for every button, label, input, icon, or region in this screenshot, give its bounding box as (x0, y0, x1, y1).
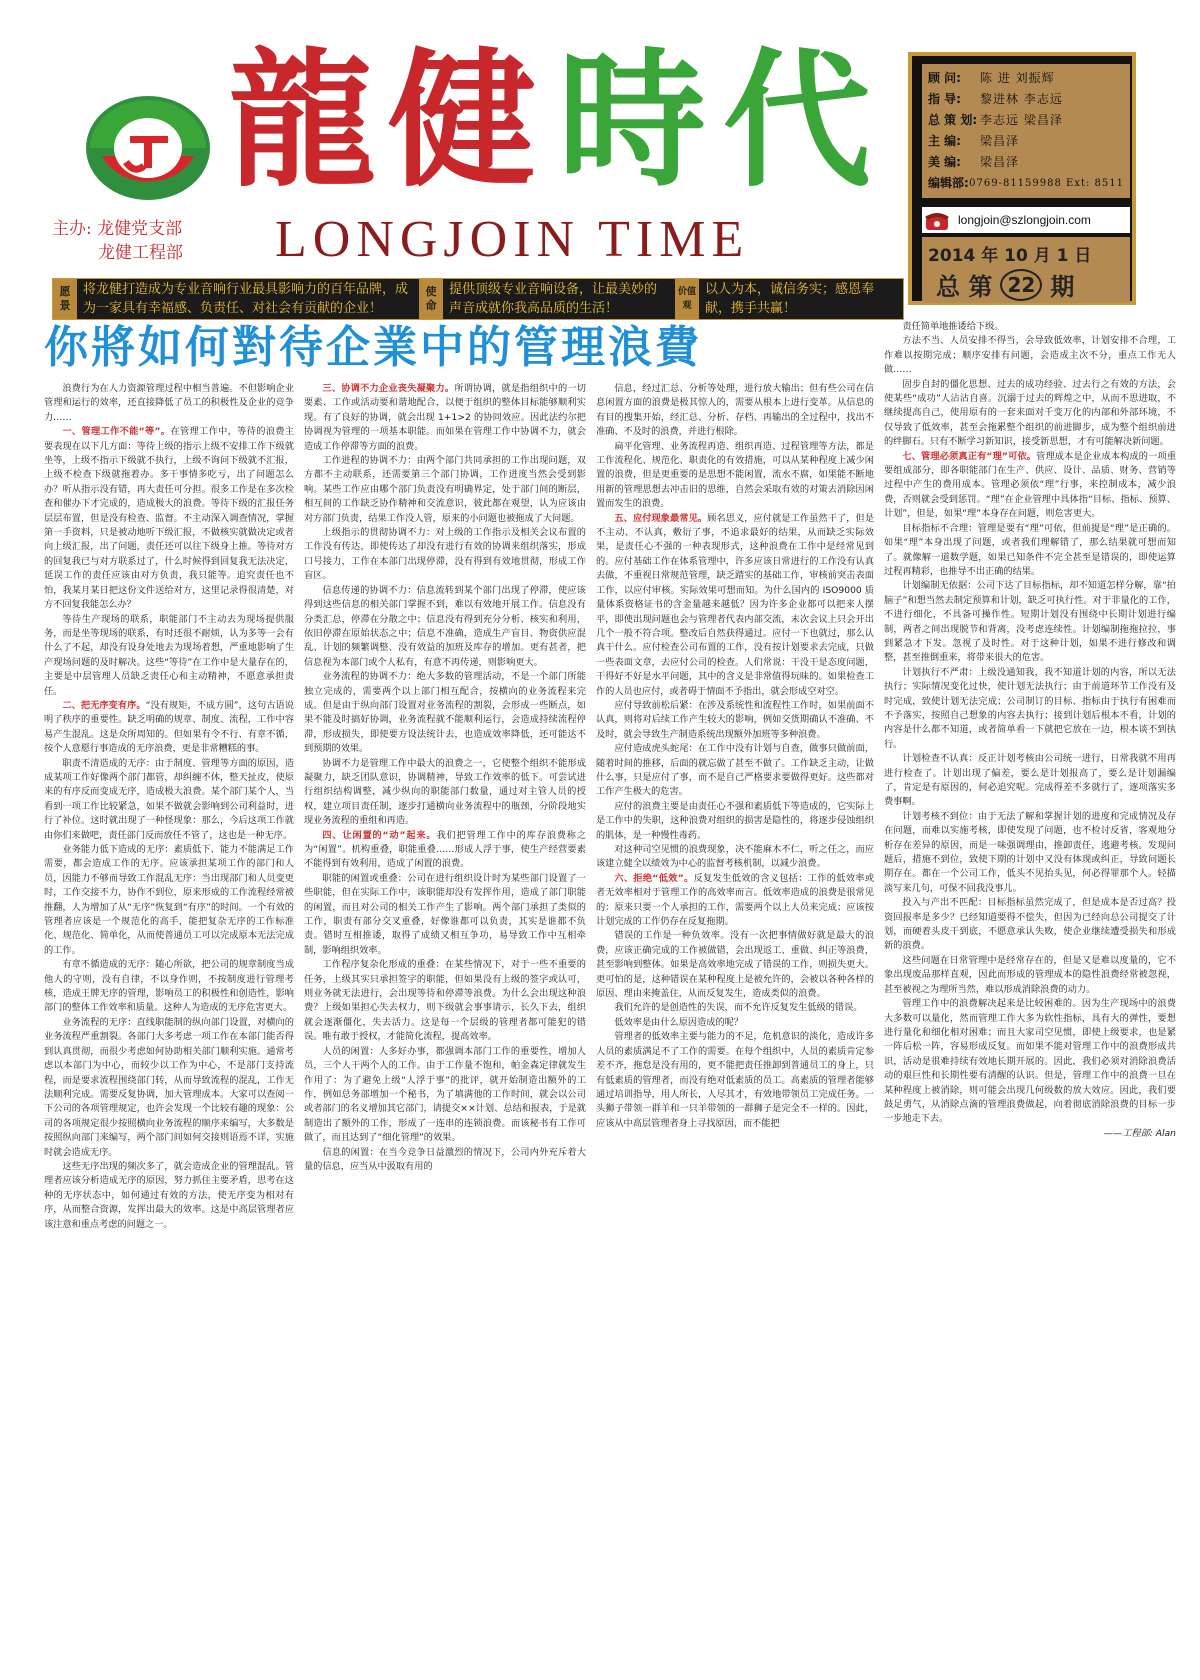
article-column-1 (44, 382, 294, 1668)
masthead-char-jian: 健 (388, 33, 536, 207)
paragraph-text: 计划执行不严肃：上级没通知我，我不知道计划的内容，所以无法执行；实际情况变化过快，使计划无法执行；由于前道环节工作没有及时完成，致使计划无法完成；公司制订的目标、指标由于执行有困难而不予落实，按照自己想象的内容去执行；接到计划后根本不看，计划的内容是什么都不知道，或者简单看一下就把它放在一边，根本谈不到执行。 (884, 666, 1176, 750)
slogan-bar (52, 278, 904, 320)
paragraph-text: 目标指标不合理：管理是要有“理”可依，但前提是“理”是正确的。如果“理”本身出现了问题，或者我们理解错了，那么结果就可想而知了。就像解一道数学题，如果已知条件不完全甚至是错误的，即使运算过程再精彩，也推导不出正确的结果。 (884, 522, 1176, 577)
article-column-3 (596, 382, 874, 1668)
values-text: 以人为本，诚信务实；感恩奉献，携手共赢！ (705, 282, 875, 316)
paragraph-text: 我们允许的是创造性的失误，而不允许反复发生低级的错误。 (614, 1002, 863, 1014)
article-paragraph (304, 829, 586, 872)
article-paragraph (304, 1146, 586, 1175)
staff-role: 总 策 划: (928, 113, 978, 127)
article-paragraph (884, 752, 1176, 810)
paragraph-text: 有章不循造成的无序：随心所欲，把公司的规章制度当成他人的守则，没有自律，不以身作则，不按制度进行管理考核，造成王牌无序的管理，影响员工的积极性和创造性，影响部门的整体工作效率和质量。这种人为造成的无序危害更大。 (44, 959, 294, 1014)
section-heading: 二、把无序变有序。 (62, 699, 146, 711)
section-heading: 四、让闲置的“动”起来。 (322, 829, 437, 841)
mission-tag: 使命 (419, 279, 443, 319)
paragraph-text: 工作进程的协调不力：由两个部门共同承担的工作出现问题，双方都不主动联系，还需要第三个部门协调，工作进度当然会受到影响。某些工作应由哪个部门负责没有明确界定，处于部门间的断层，相互间的工作缺乏协作精神和交流意识，彼此都在观望，认为应该由对方部门负责，结果工作没人管，原来的小问题也被拖成了大问题。 (304, 455, 586, 524)
section-heading: 三、协调不力企业丧失凝聚力。 (322, 383, 455, 394)
staff-names: 李志远 梁昌泽 (980, 113, 1063, 127)
staff-names: 黎进林 李志远 (980, 92, 1063, 106)
paragraph-text: 错误的工作是一种负效率。没有一次把事情做好就是最大的浪费，应该正确完成的工作被做错，会出现返工、重做、纠正等浪费，甚至影响到整体。如果是高效率地完成了错误的工作，则损失更大。更可怕的是，这种错误在某种程度上是被允许的，会被以各种各样的原因、理由来掩盖住，从而反复发生，造成类似的浪费。 (596, 930, 874, 1000)
staff-list (922, 64, 1130, 198)
staff-row (928, 68, 1124, 89)
paragraph-text: 工作程序复杂化形成的重叠：在某些情况下，对于一些不重要的任务，上级其实只承担签字的职能，但如果没有上级的签字或认可，则业务就无法进行，会出现等待和停滞等浪费。为什么会出现这种浪费？上级如果担心失去权力，则下级就会事事请示，长久下去，组织就会逐渐僵化，失去活力。这是每一个层级的管理者都可能犯的错误。唯有敢于授权，才能简化流程，提高效率。 (304, 959, 586, 1043)
paragraph-text: 职能的闲置或重叠：公司在进行组织设计时为某些部门设置了一些职能，但在实际工作中，该职能却没有发挥作用，造成了部门职能的闲置，而且对公司的相关工作产生了影响。两个部门承担了类似的工作，职责有部分交叉重叠，好像谁都可以负责，其实是谁都不负责。错时互相推诿，取得了成绩又相互争功，易导致工作中互相牵制，影响组织效率。 (304, 872, 586, 956)
staff-row (928, 173, 1124, 194)
issue-date: 2014 年 10 月 1 日 (928, 246, 1092, 266)
staff-row (928, 152, 1124, 173)
article-paragraph (304, 872, 586, 958)
paragraph-text: 等待生产现场的联系，职能部门不主动去为现场提供服务，而是坐等现场的联系，有时还很不耐烦，认为多等一会有什么了不起，却没有设身处地去为现场着想，严重地影响了生产现场问题的及时解决。这些“等待”在工作中是大量存在的，主要是中层管理人员缺乏责任心和主动精神，不愿意承担责任。 (44, 613, 294, 697)
paragraph-text: 顾名思义，应付就是工作虽然干了，但是不主动、不认真，敷衍了事，不追求最好的结果，从而缺乏实际效果，是责任心不强的一种表现形式，这种浪费在工作中是经常见到的。应付基础工作在体系管理中，许多应该日常进行的工作没有认真去做，不重视日常规范管理，缺乏踏实的基础工作，审核前突击表面工作，以应付审核。实际效果可想而知。为什么国内的 ISO9000 质量体系资格证书的含金量越来越低？因为许多企业都可以把来人摆平，即使出现问题也会与管理者代表内部交流，末次会议上只会开出几个一般不符合项。整改后自然获得通过。应付一下也就过，那么认真干什么。应付检查公司布置的工作，没有按计划要求去完成，只做一些表面文章，去应付公司的检查。人们常说：干没干是态度问题，干得好不好是水平问题，其中的含义是非常值得玩味的。如果检查工作的人员也应付，或者碍于情面不予指出，就会形成空对空。 (596, 512, 874, 697)
issue-prefix: 总 第 (936, 273, 993, 301)
paragraph-text: 计划考核不到位：由于无法了解和掌握计划的进度和完成情况及存在问题，而难以实施考核，即使发现了问题，也不检讨反省，客观地分析存在差异的原因，而是一味强调理由，推卸责任，逃避考核。发现问题后，措施不到位，致使下期的计划中又没有体现或纠正，导致问题长期存在。都在一个公司工作，低头不见抬头见，何必得罪那个人。轻描淡写来几句，可保不回我没事儿。 (884, 810, 1176, 894)
staff-row (928, 131, 1124, 152)
paragraph-text: 职责不清造成的无序：由于制度、管理等方面的原因，造成某项工作好像两个部门都管，却纠缠不休，整天扯皮，使原来的有序反而变成无序，造成极大浪费。某个部门某个人，当看到一项工作比较紧急，如果不做就会影响到公司利益时，进行了补位。这时就出现了一种怪现象：那么，今后这项工作就由你们来做吧，责任部门反而放任不管了，这也是一种无序。 (44, 757, 294, 841)
telephone-icon (922, 207, 952, 233)
article-headline: 你將如何對待企業中的管理浪費 (44, 322, 702, 373)
issue-box (922, 237, 1130, 303)
article-paragraph (884, 954, 1176, 997)
paragraph-text: 信息的闲置：在当今竞争日益激烈的情况下，公司内外充斥着大量的信息，应当从中汲取有用的 (304, 1146, 586, 1172)
article-paragraph (44, 613, 294, 699)
paragraph-text: 投入与产出不匹配：目标指标虽然完成了，但是成本是否过高？投资回报率是多少？已经知道要得不偿失，但因为已经向总公司提交了计划，而硬着头皮干到底，不愿意承认失败，使企业继续遭受损失和形成新的浪费。 (884, 897, 1176, 952)
paragraph-text: 应付造成虎头蛇尾：在工作中没有计划与自查，做事只做前面，随着时间的推移，后面的就忘做了甚至不做了。工作缺乏主动，让做什么事，只是应付了事，而不是自己严格要求要做得更好。这些都对工作产生极大的危害。 (596, 743, 874, 798)
article-paragraph (304, 454, 586, 526)
paragraph-text: 固步自封的僵化思想、过去的成功经验、过去行之有效的方法，会使某些“成功”人沾沾自喜。沉溺于过去的辉煌之中，从而不思进取，不继续提高自己，使用原有的一套来面对千变万化的内部和外部环境，不仅导致了低效率，甚至会拖累整个组织的前进脚步，成为整个组织前进的绊脚石。只有不断学习新知识，接受新思想，才有可能解决新问题。 (884, 378, 1176, 448)
staff-names: 0769-81159988 Ext: 8511 (969, 178, 1124, 189)
section-heading: 六、拒绝“低效”。 (614, 872, 694, 884)
paragraph-text: 应付的浪费主要是由责任心不强和素质低下等造成的，它实际上是工作中的失职，这种浪费对组织的损害是隐性的，将逐步侵蚀组织的肌体，是一种慢性毒药。 (596, 800, 874, 841)
email-row (922, 207, 1130, 233)
section-heading: 一、管理工作不能“等”。 (62, 426, 171, 438)
paragraph-text: 方法不当、人员安排不得当，会导致低效率，计划安排不合理，工作难以按期完成；顺序安排有问题，会造成主次不分，重点工作无人做…… (884, 335, 1176, 376)
staff-names: 梁昌泽 (980, 134, 1020, 148)
paragraph-text: 责任简单地推诿给下级。 (902, 321, 1004, 332)
vision-tag: 愿景 (53, 279, 77, 319)
article-paragraph (44, 843, 294, 958)
article-paragraph (304, 958, 586, 1044)
paragraph-text: 协调不力是管理工作中最大的浪费之一，它使整个组织不能形成凝聚力，缺乏团队意识，协调精神，导致工作效率的低下。可尝试进行组织结构调整，减少纵向的职能部门数量，通过对主管人员的授权，建立项目责任制，逐步打通横向业务流程中的瓶颈，分阶段地实现业务流程的重组和再造。 (304, 757, 586, 827)
article-byline: ——工程部: Alan (1103, 1127, 1176, 1139)
paragraph-text: 浪费行为在人力资源管理过程中相当普遍。不但影响企业管理和运行的效率，还直接降低了员工的积极性及企业的竞争力…… (44, 383, 294, 423)
staff-names: 梁昌泽 (980, 155, 1020, 169)
article-paragraph (884, 378, 1176, 450)
sponsor-block (52, 217, 183, 265)
paragraph-text: 业务能力低下造成的无序：素质低下、能力不能满足工作需要，都会造成工作的无序。应该承担某项工作的部门和人员，因能力不够而导致工作混乱无序：当出现部门和人员变更时，工作交接不力，协作不到位，原来形成的工作流程经常被推翻，人为增加了从“无序”恢复到“有序”的时间。一个有效的管理者应该是一个规范化的高手，能把复杂无序的工作标准化、规范化、简单化，从而使普通员工可以完成原本无法完成的工作。 (44, 844, 294, 956)
masthead-char-shi: 時 (558, 33, 706, 207)
article-paragraph (44, 1016, 294, 1160)
article-paragraph (884, 450, 1176, 522)
staff-role: 顾 问: (928, 71, 961, 85)
article-paragraph (44, 757, 294, 843)
article-paragraph (596, 1016, 874, 1030)
values-tag: 价值观 (675, 279, 699, 319)
article-paragraph (884, 320, 1176, 334)
article-paragraph (884, 666, 1176, 752)
article-paragraph (596, 872, 874, 930)
article-paragraph (596, 1001, 874, 1015)
paragraph-text: 业务流程的无序：直线职能制的纵向部门设置，对横向的业务流程严重割裂。各部门大多考虑一项工作在本部门能否得到认真贯彻，而很少考虑如何协助相关部门顺利实施。通常考虑以本部门为中心，而较少以工作为中心，不是部门支持流程，而是要求流程围绕部门转，从而导致流程的混乱，工作无法顺利完成。需要反复协调，加大管理成本。大家可以查阅一下公司的各项管理规定，也许会发现一个比较有趣的现象：公司的各项规定很少按照横向业务流程的顺序来编写，大多数是按照纵向部门来编写，两个部门间如何交接则语焉不详，实施时就会造成无序。 (44, 1016, 294, 1158)
paragraph-text: 所谓协调，就是指组织中的一切要素、工作或活动要和谐地配合，以便于组织的整体目标能够顺利实现。有了良好的协调，就会出现 1+1>2 的协同效应。因此法约尔把协调视为管理的一项基本职能。而如果在管理工作中协调不力，就会造成工作停滞等方面的浪费。 (304, 383, 586, 452)
article-paragraph (44, 425, 294, 612)
staff-row (928, 110, 1124, 131)
paragraph-text: 计划检查不认真：反正计划考核由公司统一进行，日常我就不用再进行检查了。计划出现了偏差，要么是计划报高了，要么是计划漏编了，肯定是有原因的，何必追究呢。完成得差不多就行了，逐项落实多费事啊。 (884, 753, 1176, 808)
staff-row (928, 89, 1124, 110)
paragraph-text: 这些无序出现的频次多了，就会造成企业的管理混乱。管理者应该分析造成无序的原因，努力抓住主要矛盾，思考在这种的无序状态中，如何通过有效的方法，使无序变为相对有序，从而整合资源，发挥出最大的效率。这是中高层管理者应该注意和重点考虑的问题之一。 (44, 1160, 294, 1230)
staff-role: 指 导: (928, 92, 961, 106)
article-paragraph (596, 382, 874, 440)
editorial-info-box (908, 52, 1136, 305)
paragraph-text: 我们把管理工作中的库存浪费称之为“闲置”。机构重叠，职能重叠……形成人浮于事，使生产经营要素不能得到有效利用，造成了闲置的浪费。 (304, 829, 586, 870)
masthead-title-english: LONGJOIN TIME (275, 211, 750, 268)
masthead-char-dai: 代 (723, 33, 871, 207)
paragraph-text: 反复发生低效的含义包括：工作的低效率或者无效率相对于管理工作的高效率而言。低效率造成的浪费是很常见的：原来只要一个人承担的工作，需要两个以上人员来完成；应该按计划完成的工作仍存在反复拖期。 (596, 872, 874, 928)
article-paragraph (884, 896, 1176, 954)
paragraph-text: 信息传递的协调不力：信息流转到某个部门出现了停滞，使应该得到这些信息的相关部门掌握不到，难以有效地开展工作。信息没有分类汇总，停滞在分散之中；信息没有得到充分分析、核实和利用，依旧停滞在原始状态之中；信息不准确，造成生产盲目、物资供应混乱、计划的频繁调整、没有效益的加班及库存的增加。更有甚者，把信息视为本部门或个人私有，有意不再传递，则影响更大。 (304, 584, 586, 668)
paragraph-text: 扁平化管理、业务流程再造、组织再造、过程管理等方法，都是工作流程化、规范化、职责化的有效措施，可以从某种程度上减少闲置的浪费，但是更重要的是思想不能闲置，流水不腐，如果能不断地用新的管理思想去冲击旧的思维，自然会采取有效的对策去消除因闲置而发生的浪费。 (596, 440, 874, 510)
article-paragraph (44, 1160, 294, 1232)
vision-text: 将龙健打造成为专业音响行业最具影响力的百年品牌，成为一家具有幸福感、负责任、对社会有贡献的企业！ (83, 282, 409, 316)
article-paragraph (304, 584, 586, 670)
article-paragraph (884, 810, 1176, 896)
issue-number-line (936, 267, 1074, 302)
article-paragraph (596, 800, 874, 843)
article-column-4 (884, 320, 1176, 1668)
paragraph-text: “没有规矩，不成方圆”，这句古语说明了秩序的重要性。缺乏明确的规章、制度、流程，工作中容易产生混乱。这是众所周知的。但如果有令不行、有章不循，按个人意愿行事造成的无序浪费，更是非常糟糕的事。 (44, 699, 294, 755)
paragraph-text: 计划编制无依据：公司下达了目标指标，却不知道怎样分解，靠“拍脑子”和想当然去制定预算和计划，缺乏可执行性。对于非量化的工作，不进行细化，不具备可操作性。短期计划没有围绕中长期计划进行编制，两者之间出现脱节和背离，没考虑连续性。计划编制拖拖拉拉，事到紧急才下发。忽视了及时性。对于这种计划，如果不进行修改和调整，甚至推倒重来，将带来很大的危害。 (884, 580, 1176, 664)
article-paragraph (304, 382, 586, 454)
article-paragraph (304, 526, 586, 584)
article-paragraph (304, 1045, 586, 1146)
article-paragraph (304, 757, 586, 829)
article-paragraph (596, 512, 874, 699)
paragraph-text: 管理成本是企业成本构成的一项重要组成部分，即各职能部门在生产、供应、设计、品质、财务、营销等过程中产生的费用成本。管理必须依“理”行事，来控制成本，减少浪费，否则就会受到惩罚。“理”在企业管理中具体指“目标、指标、预算、计划”，但是，如果“理”本身存在问题，则危害更大。 (884, 450, 1176, 520)
paragraph-text: 在管理工作中，等待的浪费主要表现在以下几方面：等待上级的指示上级不安排工作下级就坐等，上级不指示下级就不执行，上级不询问下级就不汇报，上级不检查下级就拖着办。多干事情多吃亏，出了问题怎么办？听从指示没有错，再大责任可分担。很多工作是在多次检查和催办下才完成的，造成极大的浪费。等待下级的汇报任务层层布置，但是没有检查、监督。不主动深入调查情况，掌握第一手资料，只是被动地听下级汇报，不做核实就做决定或者向上级汇报，出了问题，责任还可以往下级身上推。等待对方的回复我已与对方联系过了，什么时候得到回复我无法决定，延误工作的责任应该由对方负责，我只能等。追究责任也不怕，我某月某日把这份文件送给对方，这里记录得很清楚，对方不回复我能怎么办？ (44, 426, 294, 611)
article-paragraph (44, 382, 294, 425)
article-column-2 (304, 382, 586, 1668)
article-paragraph (596, 843, 874, 872)
paragraph-text: 人员的闲置：人多好办事，都强调本部门工作的重要性，增加人员，三个人干两个人的工作。由于工作量不饱和，帕金森定律就发生作用了：为了避免上级“人浮于事”的批评，就开始制造出额外的工作，例如总务部增加一个秘书，为了填满他的工作时间，就会以公司或者部门的名义增加其它部门，请提交××计划、总结和报表，于是就制造出了额外的工作，形成了一连串的连锁浪费。而该秘书有工作可做了，而且达到了“细化管理”的效果。 (304, 1045, 586, 1144)
paragraph-text: 上级指示的贯彻协调不力：对上级的工作指示及相关会议布置的工作没有传达，即使传达了却没有进行有效的协调来组织落实，形成口号接力，工作在本部门出现停滞，没有得到有效地贯彻，形成工作盲区。 (304, 527, 586, 582)
staff-role: 编辑部: (928, 176, 969, 190)
section-heading: 五、应付现象最常见。 (614, 512, 708, 524)
article-paragraph (884, 334, 1176, 377)
article-paragraph (884, 522, 1176, 580)
article-paragraph (596, 1030, 874, 1131)
paragraph-text: 应付导致前松后紧：在涉及系统性和流程性工作时，如果前面不认真，则将对后续工作产生较大的影响，例如交货期确认不准确、不及时，就会导致生产制造系统出现额外加班等多种浪费。 (596, 699, 874, 740)
issue-number: 22 (1000, 269, 1042, 301)
article-paragraph (596, 742, 874, 800)
longjoin-logo-icon (82, 92, 214, 204)
paragraph-text: 对这种司空见惯的浪费现象，决不能麻木不仁，听之任之，而应该建立健全以绩效为中心的监督考核机制，以减少浪费。 (596, 844, 874, 870)
paragraph-text: 低效率是由什么原因造成的呢？ (614, 1016, 744, 1028)
article-paragraph (596, 699, 874, 742)
contact-email[interactable]: longjoin@szlongjoin.com (958, 213, 1091, 227)
paragraph-text: 信息，经过汇总、分析等处理，进行放大输出；但有些公司在信息闲置方面的浪费是极其惊人的，需要从根本上进行变革。从信息的有目的搜集开始，经汇总、分析、存档、再输出的全过程中，找出不准确、不及时的浪费，并进行根除。 (596, 383, 874, 438)
paragraph-text: 这些问题在日常管理中是经常存在的，但是又是难以度量的，它不象出现废品那样直观，因此而形成的管理成本的隐性浪费经常被忽视，甚至被视之为理所当然，难以形成消除浪费的动力。 (884, 954, 1176, 995)
article-paragraph (304, 670, 586, 756)
mission-text: 提供顶级专业音响设备，让最美妙的声音成就你我高品质的生活！ (449, 282, 658, 316)
article-paragraph (884, 579, 1176, 665)
masthead-char-long: 龍 (228, 33, 376, 207)
sponsor-line-1: 主办: 龙健党支部 (52, 219, 183, 239)
article-paragraph (596, 929, 874, 1001)
article-paragraph (44, 958, 294, 1016)
section-heading: 七、管理必须真正有“理”可依。 (902, 450, 1037, 462)
paragraph-text: 业务流程的协调不力：绝大多数的管理活动，不是一个部门所能独立完成的，需要两个以上部门相互配合，按横向的业务流程来完成。但是由于纵向部门设置对业务流程的割裂，会形成一些断点，如果不能及时搞好协调，业务流程就不能顺利运行，会造成持续流程停滞，形成损失，即使要方设法统计去，也造成效率降低，还可能达不到预期的效果。 (304, 671, 586, 755)
paragraph-text: 管理者的低效率主要与能力的不足，危机意识的淡化，造成许多人员的素质满足不了工作的需要。在每个组织中，人员的素质肯定参差不齐，拖怠是没有用的，更不能把责任推卸到普通员工的身上，只有低素质的管理者，而没有绝对低素质的员工。高素质的管理者能够通过培训指导，用人所长，人尽其才，有效地带领员工完成任务。一头狮子带领一群羊和一只羊带领的一群狮子是完全不一样的。因此，应该从中高层管理者身上寻找原因，而不能把 (596, 1031, 874, 1129)
article-paragraph (884, 997, 1176, 1127)
article-paragraph (44, 699, 294, 757)
masthead-title-chinese (228, 33, 888, 207)
staff-role: 美 编: (928, 155, 961, 169)
staff-names: 陈 进 刘振辉 (980, 71, 1055, 85)
article-paragraph (596, 440, 874, 512)
sponsor-line-2: 龙健工程部 (98, 243, 183, 263)
paragraph-text: 管理工作中的浪费解决起来是比较困难的。因为生产现场中的浪费大多数可以量化，然而管理工作大多为软性指标，具有大的弹性，要想进行量化和细化相对困难；而且大家司空见惯，即使上级要求，也是紧一阵后松一阵，容易形成反复。而如果不能对管理工作中的浪费形成共识，活动是很难持续有效地长期开展的。因此，我们必须对消除浪费活动的艰巨性和长期性要有清醒的认识。但是，管理工作中的浪费一旦在某种程度上被消除，则可能会出现几何级数的放大效应。因此，我们要鼓足勇气，从消除点滴的管理浪费做起，向着彻底消除浪费的目标一步一步地走下去。 (884, 998, 1176, 1125)
issue-suffix: 期 (1050, 273, 1075, 301)
staff-role: 主 编: (928, 134, 961, 148)
